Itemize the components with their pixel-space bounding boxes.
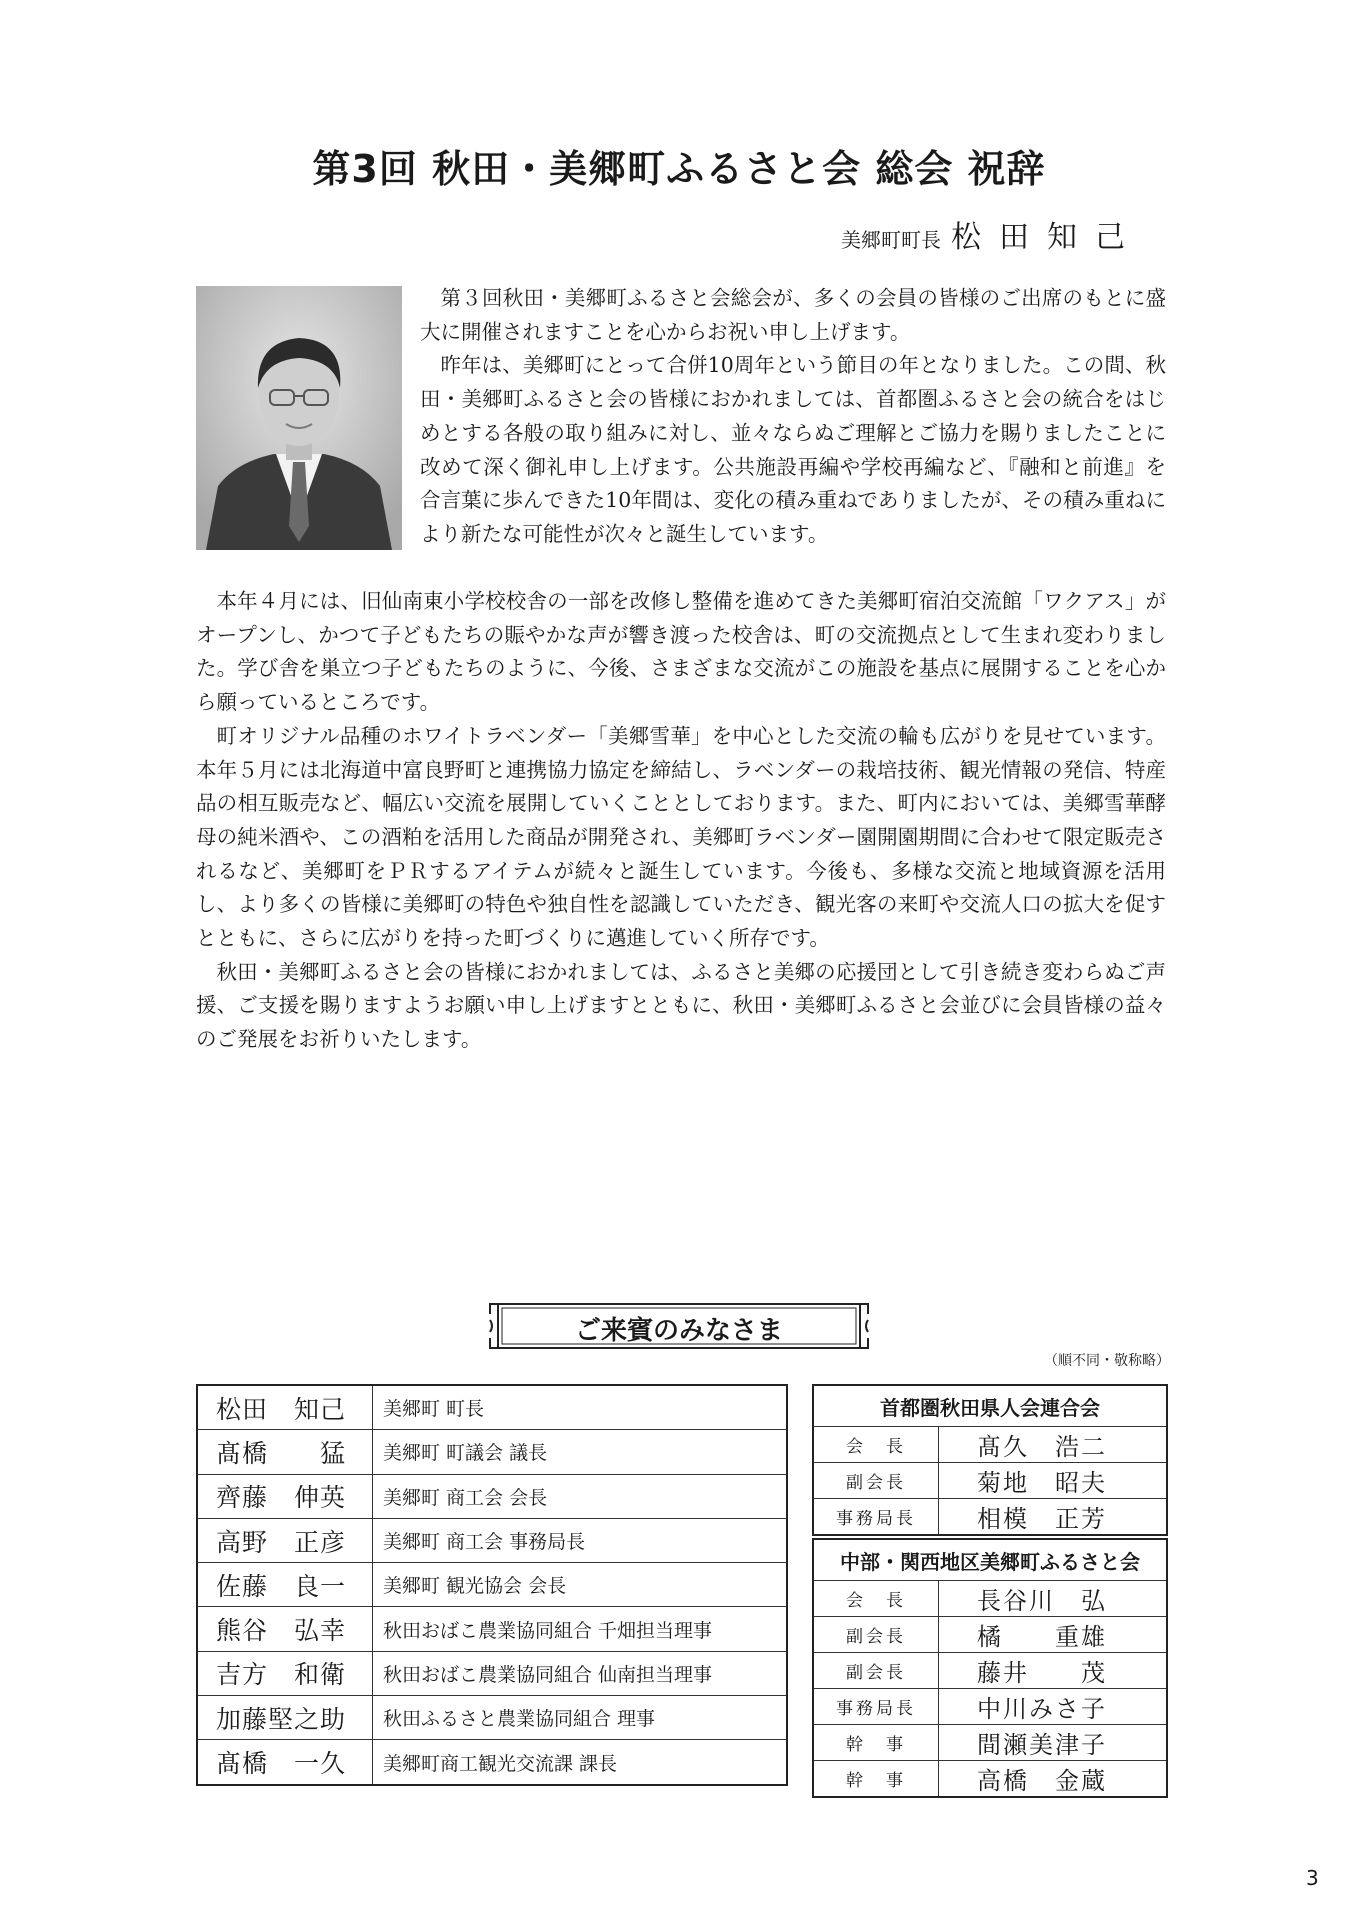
table-row: [197, 1518, 787, 1562]
member-position: 会 長: [813, 1427, 939, 1463]
table-row: [813, 1761, 1167, 1798]
member-position: 副会長: [813, 1617, 939, 1653]
guest-role: 美郷町 商工会 事務局長: [373, 1518, 788, 1562]
paragraph: 秋田・美郷町ふるさと会の皆様におかれましては、ふるさと美郷の応援団として引き続き変わらぬご声援、ご支援を賜りますようお願い申し上げますとともに、秋田・美郷町ふるさと会並びに会員皆様の益々のご発展をお祈りいたします。: [196, 959, 1166, 1052]
page-number: 3: [1306, 1866, 1319, 1890]
member-position: 幹 事: [813, 1725, 939, 1761]
guest-role: 美郷町 観光協会 会長: [373, 1563, 788, 1607]
table-row: [813, 1689, 1167, 1725]
guest-name: 吉方 和衛: [197, 1651, 373, 1695]
section-title: ご来賓のみなさま: [574, 1316, 783, 1346]
paragraph: 町オリジナル品種のホワイトラベンダー「美郷雪華」を中心とした交流の輪も広がりを見せています。本年５月には北海道中富良野町と連携協力協定を締結し、ラベンダーの栽培技術、観光情報の発信、特産品の相互販売など、幅広い交流を展開していくこととしております。また、町内においては、美郷雪華酵母の純米酒や、この酒粕を活用した商品が開発され、美郷町ラベンダー園開園期間に合わせて限定販売されるなど、美郷町をＰＲするアイテムが続々と誕生しています。今後も、多様な交流と地域資源を活用し、より多くの皆様に美郷町の特色や独自性を認識していただき、観光客の来町や交流人口の拡大を促すとともに、さらに広がりを持った町づくりに邁進していく所存です。: [196, 723, 1166, 951]
guest-name: 熊谷 弘幸: [197, 1607, 373, 1651]
guests-table: [196, 1384, 788, 1786]
mayor-portrait-photo: [196, 286, 402, 550]
table-row: [197, 1430, 787, 1474]
member-name: 間瀬美津子: [939, 1725, 1168, 1761]
guest-name: 佐藤 良一: [197, 1563, 373, 1607]
member-name: 藤井 茂: [939, 1653, 1168, 1689]
org-table-shutoken: [812, 1384, 1168, 1536]
paragraph: 昨年は、美郷町にとって合併10周年という節目の年となりました。この間、秋田・美郷町ふるさと会の皆様におかれましては、首都圏ふるさと会の統合をはじめとする各般の取り組みに対し、並々ならぬご理解とご協力を賜りましたことに改めて深く御礼申し上げます。公共施設再編や学校再編など、『融和と前進』を合言葉に歩んできた10年間は、変化の積み重ねでありましたが、その積み重ねにより新たな可能性が次々と誕生しています。: [420, 353, 1166, 546]
table-row: [197, 1607, 787, 1651]
org-title: 中部・関西地区美郷町ふるさと会: [813, 1539, 1167, 1581]
guest-role: 美郷町 商工会 会長: [373, 1474, 788, 1518]
member-name: 相模 正芳: [939, 1499, 1168, 1536]
table-row: [813, 1581, 1167, 1617]
guest-name: 加藤堅之助: [197, 1696, 373, 1740]
table-row: [197, 1474, 787, 1518]
member-position: 事務局長: [813, 1689, 939, 1725]
member-name: 髙久 浩二: [939, 1427, 1168, 1463]
table-row: [813, 1463, 1167, 1499]
org-table-chubu-kansai: [812, 1538, 1168, 1798]
page-title: 第3回 秋田・美郷町ふるさと会 総会 祝辞: [312, 147, 1046, 191]
table-row: [197, 1696, 787, 1740]
table-row: [197, 1651, 787, 1695]
guest-role: 秋田おばこ農業協同組合 仙南担当理事: [373, 1651, 788, 1695]
guests-section-heading: [488, 1300, 870, 1352]
portrait-illustration: [196, 286, 402, 550]
paragraph: 本年４月には、旧仙南東小学校校舎の一部を改修し整備を進めてきた美郷町宿泊交流館「ワクアス」がオープンし、かつて子どもたちの賑やかな声が響き渡った校舎は、町の交流拠点として生まれ変わりました。学び舎を巣立つ子どもたちのように、今後、さまざまな交流がこの施設を基点に展開することを心から願っているところです。: [196, 589, 1166, 715]
guest-name: 松田 知己: [197, 1385, 373, 1430]
order-note: （順不同・敬称略）: [1044, 1353, 1170, 1369]
guest-name: 高野 正彦: [197, 1518, 373, 1562]
author-name: 松田知己: [951, 220, 1143, 255]
table-row: [813, 1725, 1167, 1761]
member-position: 会 長: [813, 1581, 939, 1617]
author-line: [841, 212, 1143, 256]
guest-name: 髙橋 一久: [197, 1740, 373, 1785]
paragraph: 第３回秋田・美郷町ふるさと会総会が、多くの会員の皆様のご出席のもとに盛大に開催されますことを心からお祝い申し上げます。: [420, 286, 1166, 344]
member-position: 幹 事: [813, 1761, 939, 1798]
speech-body: [196, 585, 1166, 1057]
guest-name: 齊藤 伸英: [197, 1474, 373, 1518]
table-row: [197, 1385, 787, 1430]
guest-role: 美郷町 町長: [373, 1385, 788, 1430]
member-name: 高橋 金蔵: [939, 1761, 1168, 1798]
guest-name: 髙橋 猛: [197, 1430, 373, 1474]
table-row: [813, 1653, 1167, 1689]
member-name: 菊地 昭夫: [939, 1463, 1168, 1499]
member-position: 事務局長: [813, 1499, 939, 1536]
speech-intro: [420, 282, 1166, 552]
org-title: 首都圏秋田県人会連合会: [813, 1385, 1167, 1427]
author-role: 美郷町町長: [841, 228, 941, 252]
table-row: [197, 1563, 787, 1607]
guest-role: 美郷町 町議会 議長: [373, 1430, 788, 1474]
table-row: [813, 1499, 1167, 1536]
guest-role: 秋田ふるさと農業協同組合 理事: [373, 1696, 788, 1740]
guest-role: 秋田おばこ農業協同組合 千畑担当理事: [373, 1607, 788, 1651]
guest-role: 美郷町商工観光交流課 課長: [373, 1740, 788, 1785]
table-row: [813, 1617, 1167, 1653]
table-row: [813, 1427, 1167, 1463]
member-name: 橘 重雄: [939, 1617, 1168, 1653]
member-position: 副会長: [813, 1653, 939, 1689]
member-name: 長谷川 弘: [939, 1581, 1168, 1617]
member-position: 副会長: [813, 1463, 939, 1499]
member-name: 中川みさ子: [939, 1689, 1168, 1725]
table-row: [197, 1740, 787, 1785]
